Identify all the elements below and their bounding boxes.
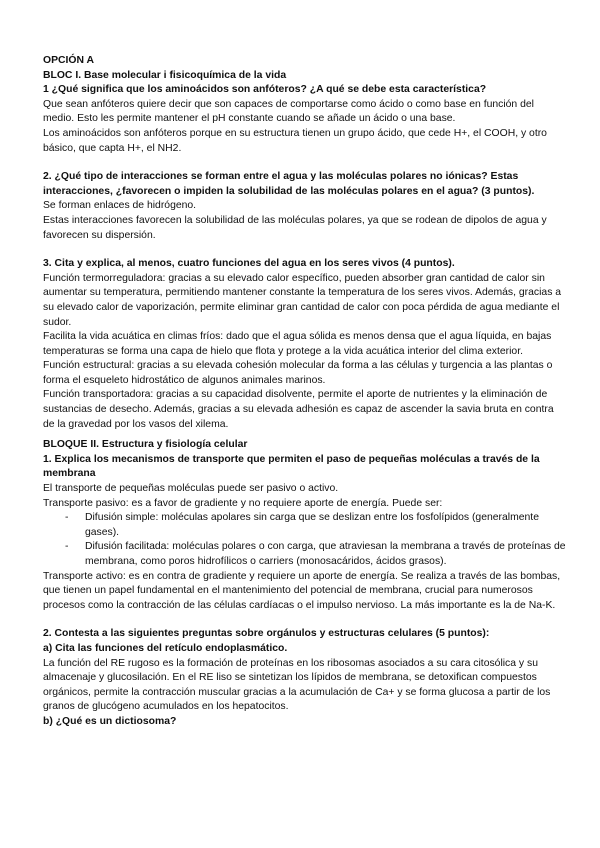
- option-title: OPCIÓN A: [43, 55, 94, 66]
- spacer: [43, 613, 568, 627]
- q1-question: 1 ¿Qué significa que los aminoácidos son anfóteros? ¿A qué se debe esta característica?: [43, 84, 487, 96]
- list-item: - Difusión facilitada: moléculas polares o con carga, que atraviesan la membrana a través de proteínas de membrana, como poros hidrofílicos o carriers (monosacáridos, ácidos grasos).: [65, 540, 568, 569]
- q5-sub-a: a) Cita las funciones del retículo endoplasmático.: [43, 642, 288, 654]
- q3-answer-2: Facilita la vida acuática en climas fríos: dado que el agua sólida es menos densa que el agua líquida, en bajas temperaturas se forma una capa de hielo que flota y protege a la vida acuática interior del clima exterior.: [43, 331, 552, 357]
- q3-answer-3: Función estructural: gracias a su elevada cohesión molecular da forma a las células y turgencia a las plantas o forma el esqueleto hidrostático de algunos animales marinos.: [43, 360, 553, 386]
- list-item: - Difusión simple: moléculas apolares sin carga que se deslizan entre los fosfolípidos (generalmente gases).: [65, 511, 568, 540]
- q3-answer-4: Función transportadora: gracias a su capacidad disolvente, permite el aporte de nutrientes y la eliminación de sustancias de desecho. Además, gracias a su elevada adhesión es capaz de ascender la savia bruta en contra de la gravedad por los vasos del xilema.: [43, 389, 554, 430]
- spacer: [43, 243, 568, 257]
- block1-title: BLOC I. Base molecular i fisicoquímica de la vida: [43, 69, 287, 81]
- q4-outro: Transporte activo: es en contra de gradiente y requiere un aporte de energía. Se realiza a través de las bombas, que tienen un papel fundamental en el mantenimiento del potencial de membrana, crucial para numerosos procesos como la contracción de las células cardíacas o el impulso nervioso. La más importante es la de Na-K.: [43, 570, 561, 611]
- q2-answer-1: Se forman enlaces de hidrógeno.: [43, 200, 197, 212]
- q4-intro-1: El transporte de pequeñas moléculas puede ser pasivo o activo.: [43, 483, 339, 495]
- q2-question: 2. ¿Qué tipo de interacciones se forman entre el agua y las moléculas polares no iónicas? Estas interacciones, ¿favorecen o impiden la solubilidad de las moléculas polares en el agua? (3 puntos).: [43, 171, 535, 197]
- spacer: [43, 156, 568, 170]
- q5-question: 2. Contesta a las siguientes preguntas sobre orgánulos y estructuras celulares (5 puntos):: [43, 628, 490, 640]
- q3-answer-1: Función termorreguladora: gracias a su elevado calor específico, pueden absorber gran cantidad de calor sin aumentar su temperatura, permitiendo mantener constante la temperatura de los seres vivos. Además, gracias a su elevado calor de vaporización, permite eliminar gran cantidad de calor con poca pérdida de agua mediante el sudor.: [43, 272, 562, 328]
- block2-title: BLOQUE II. Estructura y fisiología celular: [43, 439, 248, 451]
- q5-answer-a: La función del RE rugoso es la formación de proteínas en los ribosomas asociados a su cara citosólica y su almacenaje y glucosilación. En el RE liso se sintetizan los lípidos de membrana, se detoxifican compuestos orgánicos, permite la contracción muscular gracias a la acumulación de Ca+ y se forma glucosa a partir de los granos de glucógeno acumulados en los hepatocitos.: [43, 657, 551, 713]
- q1-answer-2: Los aminoácidos son anfóteros porque en su estructura tienen un grupo ácido, que cede H+, el COOH, y otro básico, que capta H+, el NH2.: [43, 127, 547, 154]
- q3-question: 3. Cita y explica, al menos, cuatro funciones del agua en los seres vivos (4 puntos).: [43, 258, 455, 270]
- q4-question: 1. Explica los mecanismos de transporte que permiten el paso de pequeñas moléculas a través de la membrana: [43, 453, 540, 480]
- q2-answer-2: Estas interacciones favorecen la solubilidad de las moléculas polares, ya que se rodean de dipolos de agua y favorecen su dispersión.: [43, 214, 547, 241]
- q4-intro-2: Transporte pasivo: es a favor de gradiente y no requiere aporte de energía. Puede ser:: [43, 497, 443, 509]
- transport-list: [43, 511, 568, 569]
- q5-sub-b: b) ¿Qué es un dictiosoma?: [43, 715, 177, 727]
- q1-answer-1: Que sean anfóteros quiere decir que son capaces de comportarse como ácido o como base en función del medio. Esto les permite mantener el pH constante cuando se añade un ácido o una base.: [43, 98, 534, 125]
